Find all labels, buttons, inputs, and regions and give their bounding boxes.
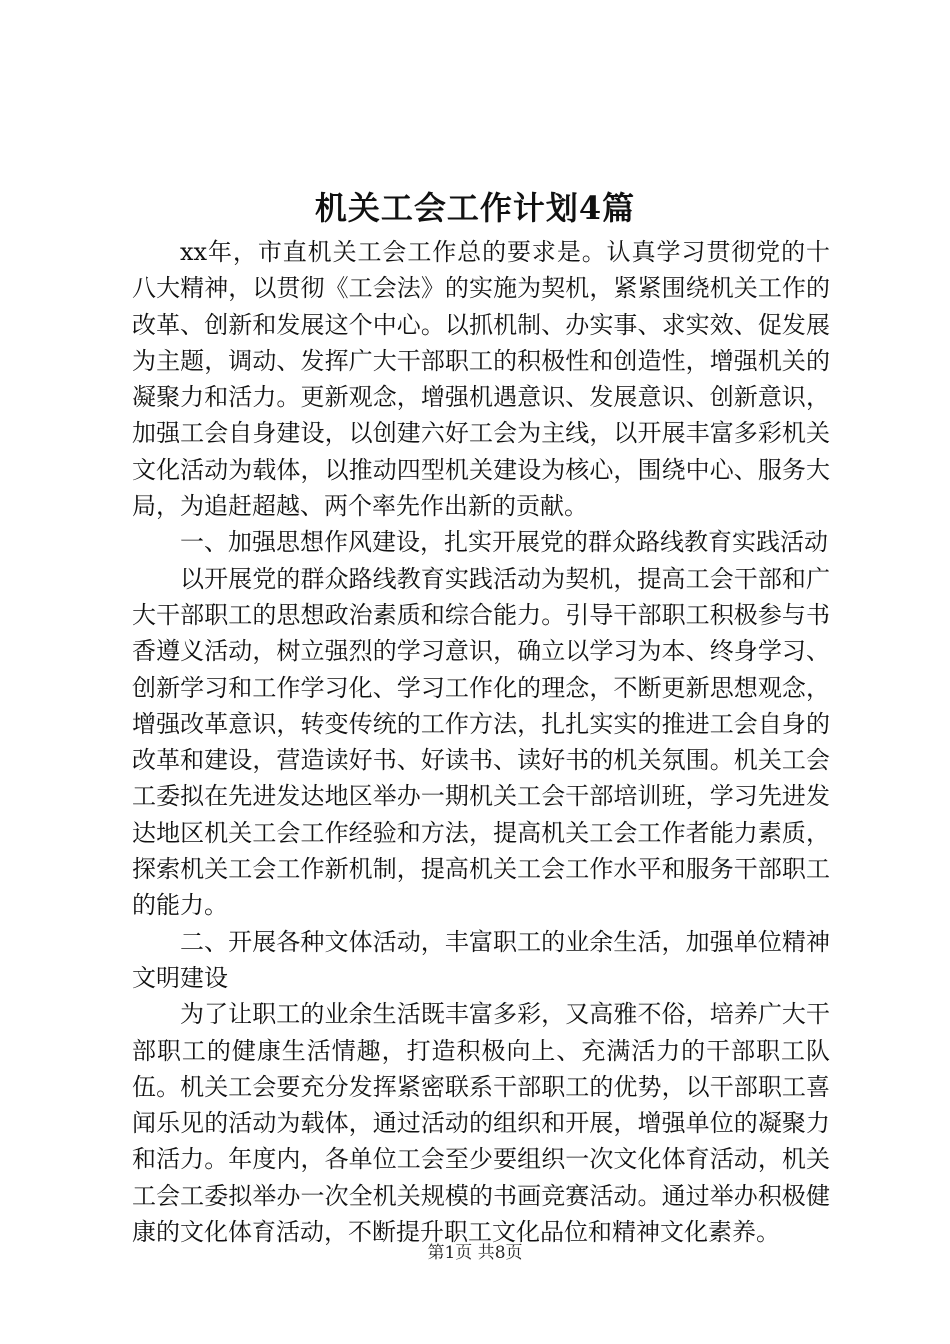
intro-paragraph: xx年，市直机关工会工作总的要求是。认真学习贯彻党的十八大精神，以贯彻《工会法》的实施为契机，紧紧围绕机关工作的改革、创新和发展这个中心。以抓机制、办实事、求实效、促发展为主题，调动、发挥广大干部职工的积极性和创造性，增强机关的凝聚力和活力。更新观念，增强机遇意识、发展意识、创新意识，加强工会自身建设，以创建六好工会为主线，以开展丰富多彩机关文化活动为载体，以推动四型机关建设为核心，围绕中心、服务大局，为追赶超越、两个率先作出新的贡献。 — [132, 238, 830, 521]
document-body — [132, 234, 830, 1250]
section-heading-2: 二、开展各种文体活动，丰富职工的业余生活，加强单位精神文明建设 — [132, 927, 830, 992]
section-paragraph-1: 以开展党的群众路线教育实践活动为契机，提高工会干部和广大干部职工的思想政治素质和综合能力。引导干部职工积极参与书香遵义活动，树立强烈的学习意识，确立以学习为本、终身学习、创新学习和工作学习化、学习工作化的理念，不断更新思想观念，增强改革意识，转变传统的工作方法，扎扎实实的推进工会自身的改革和建设，营造读好书、好读书、读好书的机关氛围。机关工会工委拟在先进发达地区举办一期机关工会干部培训班，学习先进发达地区机关工会工作经验和方法，提高机关工会工作者能力素质，探索机关工会工作新机制，提高机关工会工作水平和服务干部职工的能力。 — [132, 564, 830, 920]
section-heading-1: 一、加强思想作风建设，扎实开展党的群众路线教育实践活动 — [180, 528, 828, 557]
section-paragraph-2: 为了让职工的业余生活既丰富多彩，又高雅不俗，培养广大干部职工的健康生活情趣，打造积极向上、充满活力的干部职工队伍。机关工会要充分发挥紧密联系干部职工的优势，以干部职工喜闻乐见的活动为载体，通过活动的组织和开展，增强单位的凝聚力和活力。年度内，各单位工会至少要组织一次文化体育活动，机关工会工委拟举办一次全机关规模的书画竞赛活动。通过举办积极健康的文化体育活动，不断提升职工文化品位和精神文化素养。 — [132, 1000, 830, 1247]
page-number-footer: 第1页 共8页 — [427, 1243, 523, 1263]
document-title: 机关工会工作计划4篇 — [314, 189, 636, 227]
